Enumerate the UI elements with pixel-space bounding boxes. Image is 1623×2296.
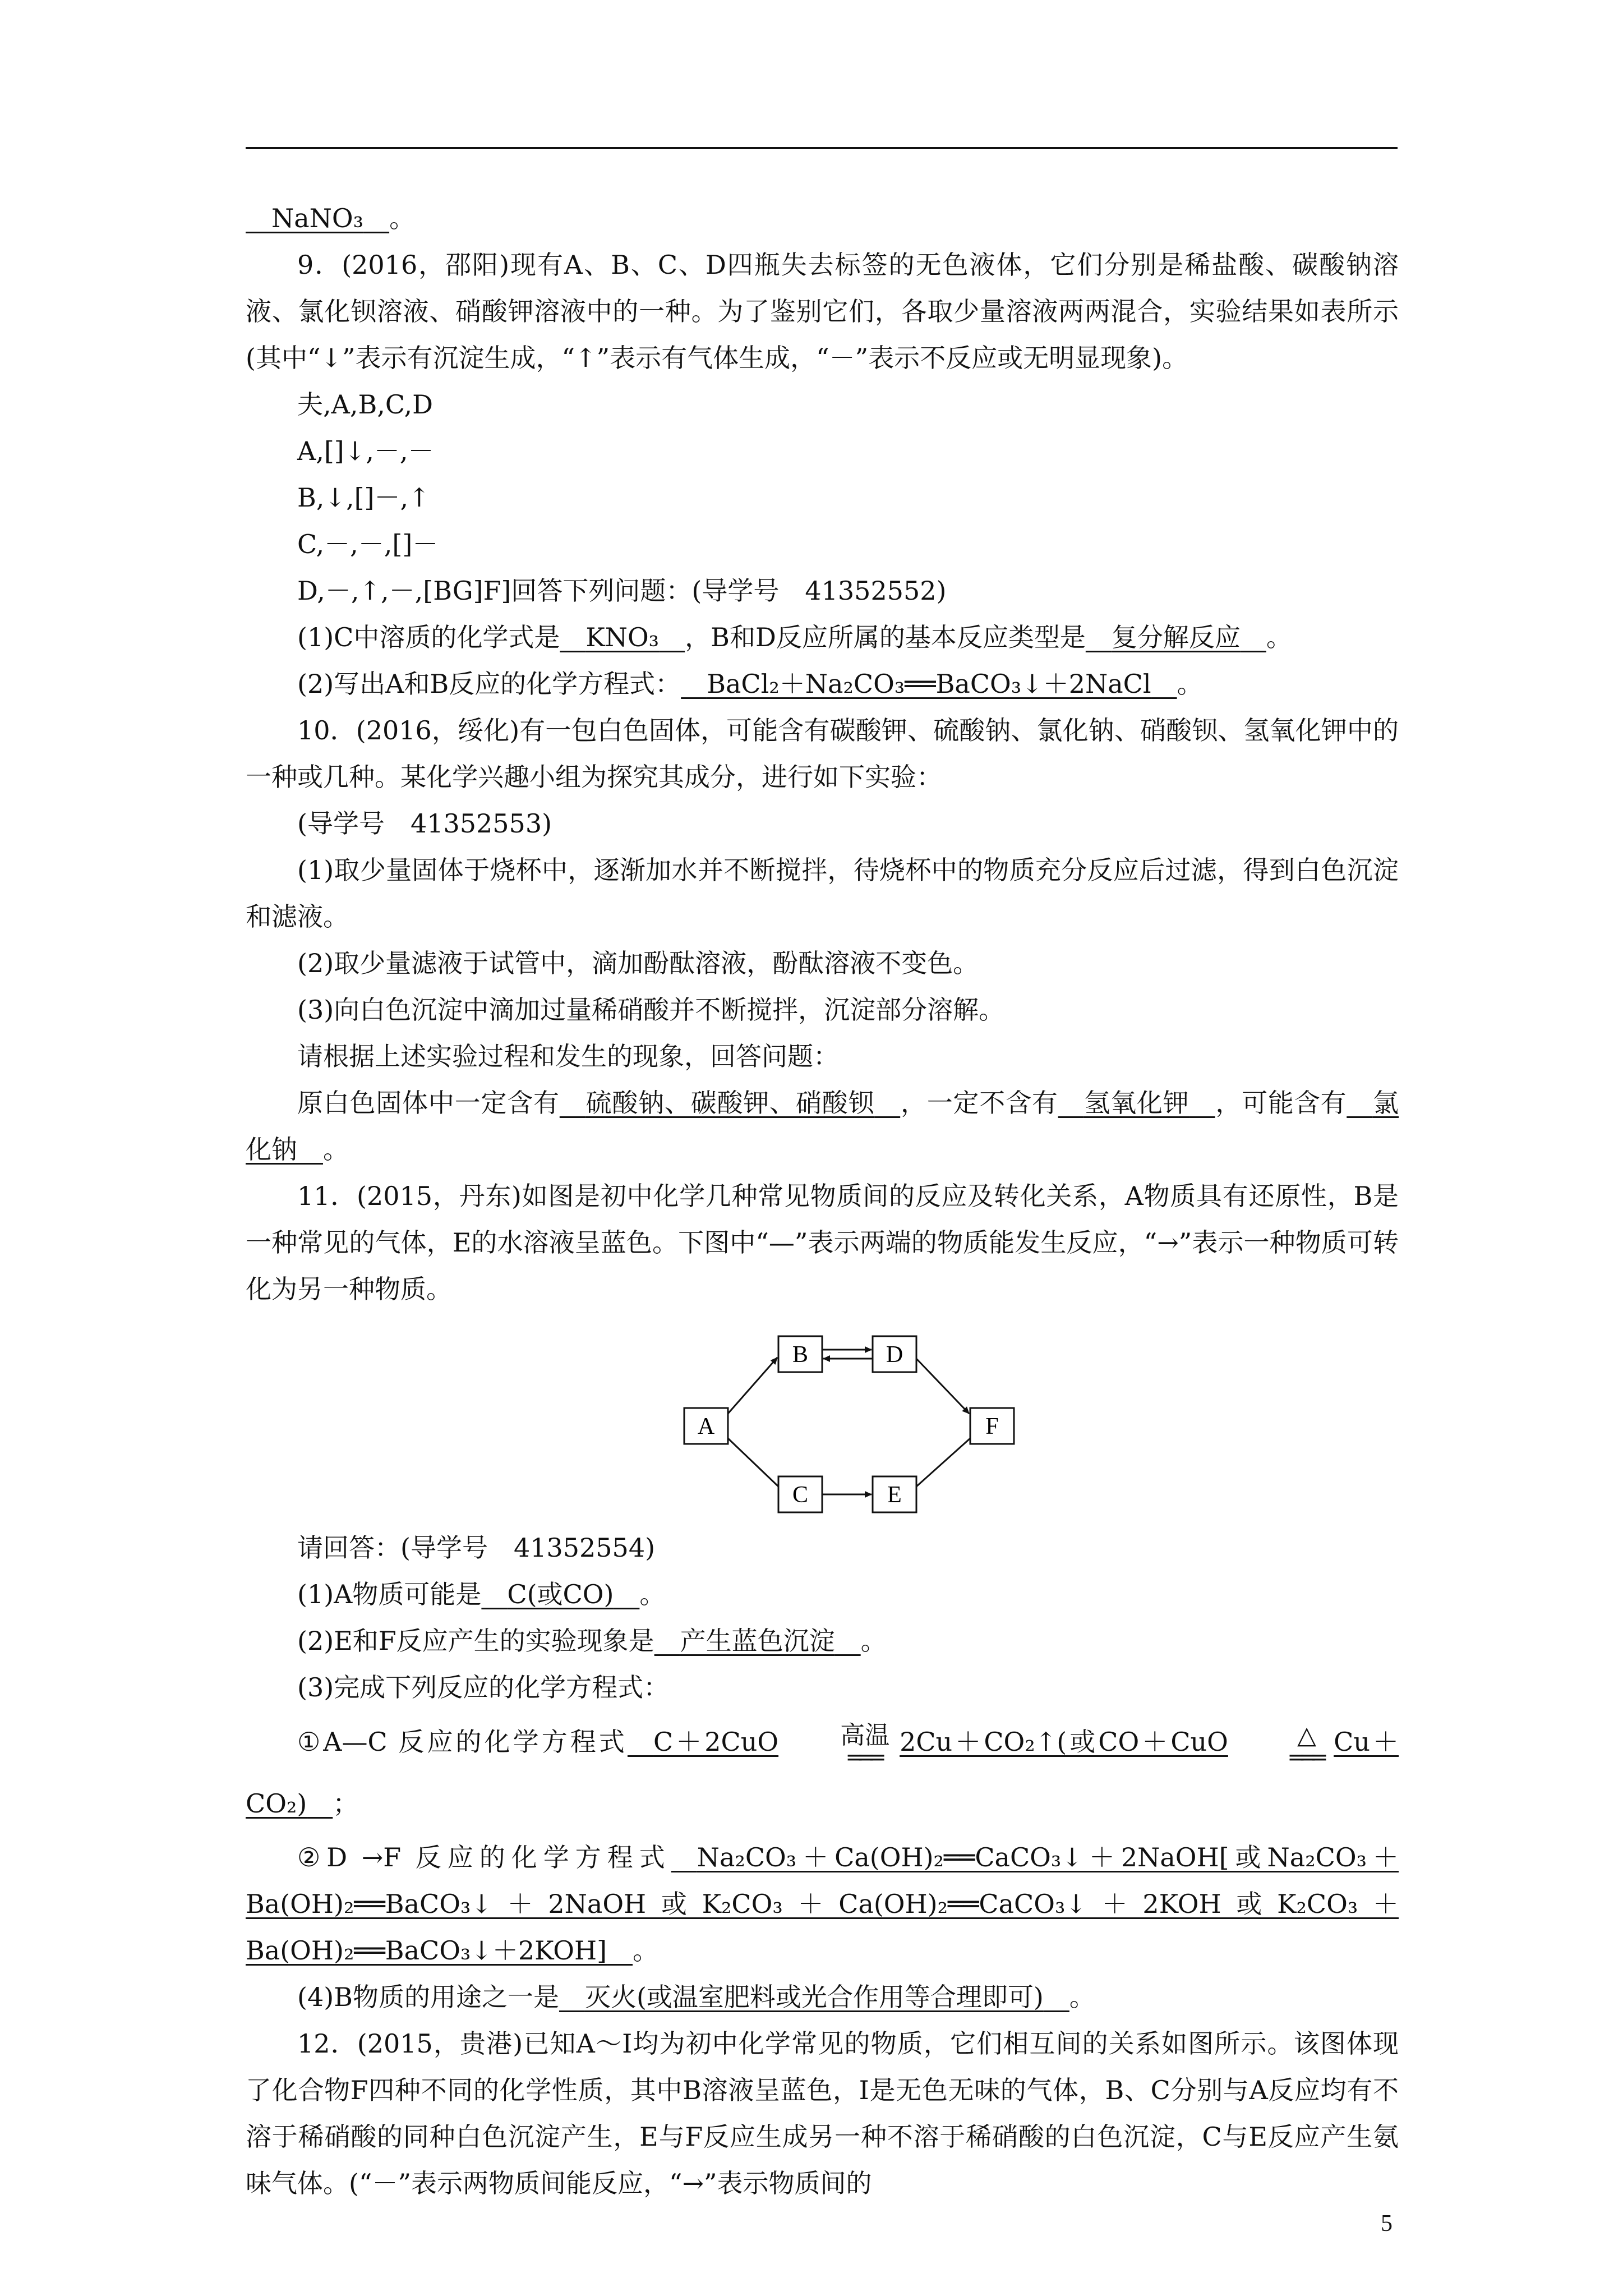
answer-blank: 产生蓝色沉淀	[680, 1626, 835, 1656]
table-row-a: A,[]↓,－,－	[297, 436, 434, 466]
edge-e-f	[916, 1438, 970, 1487]
question-9-part-2: (2)写出A和B反应的化学方程式： BaCl₂＋Na₂CO₃══BaCO₃↓＋2NaCl 。	[297, 669, 1203, 699]
question-10-step-3: (3)向白色沉淀中滴加过量稀硝酸并不断搅拌，沉淀部分溶解。	[297, 995, 1005, 1025]
question-10-prompt: 请根据上述实验过程和发生的现象，回答问题：	[297, 1041, 839, 1071]
question-10-step-1: (1)取少量固体于烧杯中，逐渐加水并不断搅拌，待烧杯中的物质充分反应后过滤，得到白色沉淀和滤液。	[246, 855, 1399, 932]
answer-blank: KNO₃	[585, 622, 660, 652]
question-11-part-1: (1)A物质可能是 C(或CO) 。	[297, 1579, 666, 1609]
table-row-header: 夫,A,B,C,D	[297, 389, 433, 420]
question-12-intro: 12．(2015，贵港)已知A～I均为初中化学常见的物质，它们相互间的关系如图所示。该图体现了化合物F四种不同的化学性质，其中B溶液呈蓝色，I是无色无味的气体，B、C分别与A反应均有不溶于稀硝酸的同种白色沉淀产生，E与F反应生成另一种不溶于稀硝酸的白色沉淀，C与E反应产生氨味气体。(“－”表示两物质间能反应，“→”表示物质间的	[246, 2028, 1399, 2198]
question-10-intro: 10．(2016，绥化)有一包白色固体，可能含有碳酸钾、硫酸钠、氯化钠、硝酸钡、氢氧化钾中的一种或几种。某化学兴趣小组为探究其成分，进行如下实验：	[246, 715, 1399, 792]
question-11-part-4: (4)B物质的用途之一是 灭火(或温室肥料或光合作用等合理即可) 。	[297, 1982, 1095, 2012]
answer-blank: BaCl₂＋Na₂CO₃══BaCO₃↓＋2NaCl	[707, 669, 1151, 699]
guide-number: (导学号 41352553)	[297, 808, 552, 839]
reaction-diagram	[246, 1324, 1399, 1515]
condition-high-temp: 高温 ═══	[840, 1721, 890, 1771]
answer-blank: 复分解反应	[1111, 622, 1241, 652]
answer-blank: C＋2CuO 高温 ═══ 2Cu＋CO₂↑(或CO＋CuO △ ═══ Cu＋CO₂)	[246, 1721, 1399, 1819]
answer-blank: Na₂CO₃＋Ca(OH)₂══CaCO₃↓＋2NaOH[或Na₂CO₃＋Ba(OH)₂══BaCO₃↓＋2NaOH或K₂CO₃＋Ca(OH)₂══CaCO₃↓＋2KOH或K₂CO₃＋Ba(OH)₂══BaCO₃↓＋2KOH]	[246, 1842, 1399, 1966]
reaction-diagram-svg	[683, 1324, 1244, 1515]
question-11-part-2: (2)E和F反应产生的实验现象是 产生蓝色沉淀 。	[297, 1626, 887, 1656]
node-a	[684, 1408, 728, 1444]
table-row-c: C,－,－,[]－	[297, 529, 439, 559]
edge-a-to-b	[728, 1358, 777, 1414]
line-nano3: NaNO₃ 。	[246, 195, 1399, 242]
svg-text:B: B	[792, 1342, 809, 1368]
edge-d-to-f	[916, 1359, 969, 1414]
answer-blank: 氯化钠	[246, 1088, 1399, 1165]
question-9-part-1: (1)C中溶质的化学式是 KNO₃ ，B和D反应所属的基本反应类型是 复分解反应 。	[297, 622, 1292, 652]
node-f	[970, 1408, 1014, 1444]
svg-text:D: D	[886, 1342, 903, 1368]
node-b	[778, 1336, 822, 1372]
answer-blank: 氢氧化钾	[1083, 1088, 1189, 1118]
question-11-part-3: (3)完成下列反应的化学方程式：	[297, 1672, 670, 1703]
node-d	[873, 1336, 916, 1372]
svg-text:E: E	[887, 1482, 902, 1508]
svg-text:F: F	[985, 1414, 999, 1439]
node-e	[873, 1476, 916, 1512]
question-10-answer: 原白色固体中一定含有 硫酸钠、碳酸钾、硝酸钡 ，一定不含有 氢氧化钾 ，可能含有 氯化钠 。	[246, 1088, 1399, 1165]
question-11-equation-2: ②D →F 反应的化学方程式 Na₂CO₃＋Ca(OH)₂══CaCO₃↓＋2NaOH[或Na₂CO₃＋Ba(OH)₂══BaCO₃↓＋2NaOH或K₂CO₃＋Ca(OH)₂══CaCO₃↓＋2KOH或K₂CO₃＋Ba(OH)₂══BaCO₃↓＋2KOH] 。	[246, 1842, 1399, 1966]
svg-text:C: C	[792, 1482, 809, 1508]
page-number: 5	[1381, 2211, 1393, 2237]
answer-blank: 硫酸钠、碳酸钾、硝酸钡	[585, 1088, 875, 1118]
question-10-step-2: (2)取少量滤液于试管中，滴加酚酞溶液，酚酞溶液不变色。	[297, 948, 979, 978]
answer-blank: 灭火(或温室肥料或光合作用等合理即可)	[584, 1982, 1044, 2012]
table-row-b: B,↓,[]－,↑	[297, 482, 430, 513]
answer-blank: C(或CO)	[507, 1579, 614, 1609]
answer-blank: NaNO₃	[271, 203, 364, 233]
svg-text:A: A	[697, 1414, 715, 1439]
question-9-intro: 9．(2016，邵阳)现有A、B、C、D四瓶失去标签的无色液体，它们分别是稀盐酸、碳酸钠溶液、氯化钡溶液、硝酸钾溶液中的一种。为了鉴别它们，各取少量溶液两两混合，实验结果如表所示(其中“↓”表示有沉淀生成，“↑”表示有气体生成，“－”表示不反应或无明显现象)。	[246, 250, 1399, 373]
edge-a-c	[728, 1438, 778, 1487]
question-11-intro: 11．(2015，丹东)如图是初中化学几种常见物质间的反应及转化关系，A物质具有还原性，B是一种常见的气体，E的水溶液呈蓝色。下图中“—”表示两端的物质能发生反应，“→”表示一种物质可转化为另一种物质。	[246, 1181, 1399, 1304]
question-11-equation-1: ①A—C 反应的化学方程式 C＋2CuO 高温 ═══ 2Cu＋CO₂↑(或CO＋CuO △ ═══ Cu＋CO₂) ；	[246, 1721, 1399, 1819]
question-11-ask: 请回答：(导学号 41352554)	[297, 1533, 656, 1563]
header-rule	[246, 147, 1398, 149]
page-body	[246, 195, 1399, 2207]
node-c	[778, 1476, 822, 1512]
condition-heat: △ ═══	[1289, 1721, 1324, 1771]
table-row-d: D,－,↑,－,[BG]F]回答下列问题：(导学号 41352552)	[297, 576, 947, 606]
